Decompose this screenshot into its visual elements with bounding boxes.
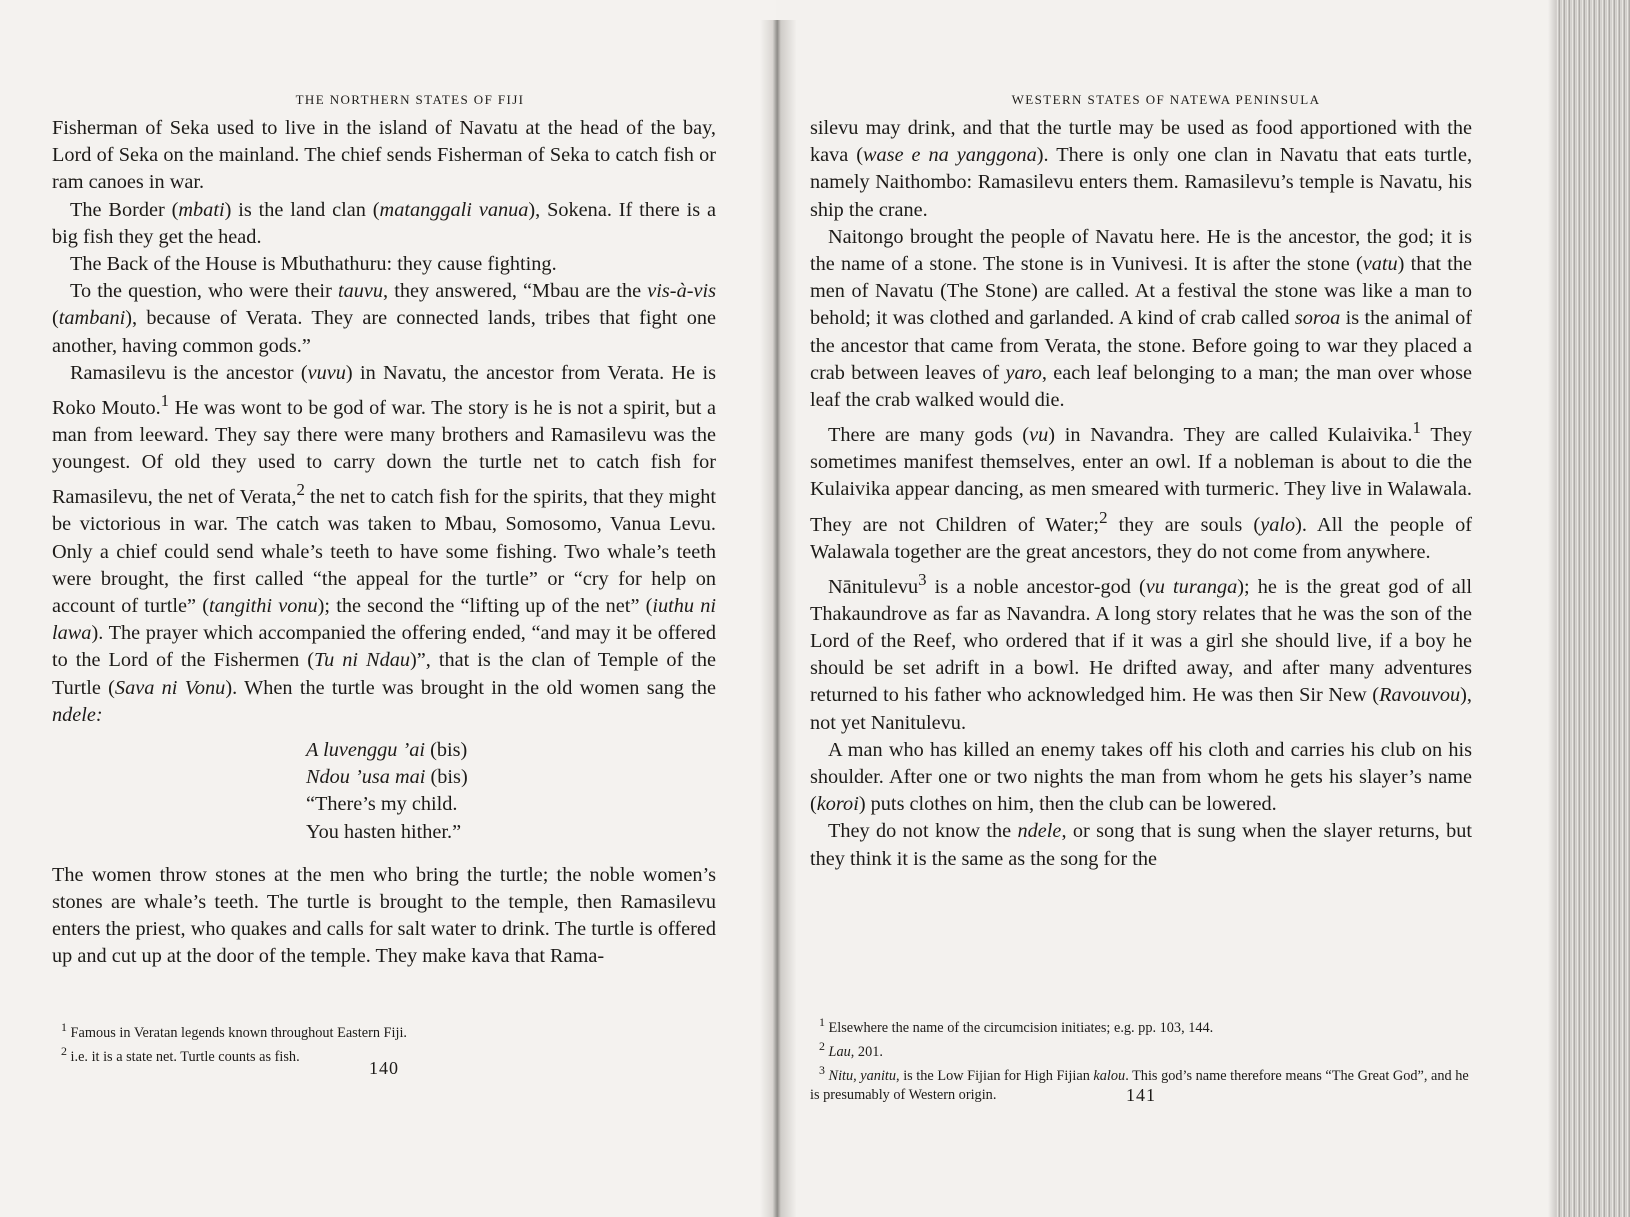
right-page <box>776 0 1556 1217</box>
running-head: THE NORTHERN STATES OF FIJI <box>295 92 525 107</box>
page-number: 141 <box>1126 1085 1156 1105</box>
page-body <box>810 115 1472 873</box>
paragraph: silevu may drink, and that the turtle may be used as food apportioned with the kava (wase e na yanggona). There is only one clan in Navatu that eats turtle, namely Naithombo: Ramasilevu enters them. Ramasilevu’s temple is Navatu, his ship the crane. <box>810 117 1473 221</box>
footnote: $^2$ i.e. it is a state net. Turtle counts as fish. <box>61 1044 300 1065</box>
page-body <box>52 115 716 971</box>
paragraph: To the question, who were their tauvu, they answered, “Mbau are the vis-à-vis (tambani), because of Verata. They are connected lands, tribes that fight one another, having common gods.” <box>52 280 716 357</box>
paragraph: The Back of the House is Mbuthathuru: they cause fighting. <box>70 253 557 276</box>
book-gutter <box>760 20 796 1217</box>
paragraph: Fisherman of Seka used to live in the island of Navatu at the head of the bay, Lord of Seka on the mainland. The chief sends Fisherman of Seka to catch fish or ram canoes in war. <box>52 117 716 194</box>
paragraph: The women throw stones at the men who bring the turtle; the noble women’s stones are whale’s teeth. The turtle is brought to the temple, then Ramasilevu enters the priest, who quakes and calls for salt water to drink. The turtle is offered up and cut up at the door of the temple. They make kava that Rama- <box>52 863 716 968</box>
footnote: $^1$ Elsewhere the name of the circumcision initiates; e.g. pp. 103, 144. <box>819 1015 1214 1036</box>
paragraph: A man who has killed an enemy takes off his cloth and carries his club on his shoulder. After one or two nights the man from whom he gets his slayer’s name (koroi) puts clothes on him, then the club can be lowered. <box>810 738 1472 816</box>
running-head: WESTERN STATES OF NATEWA PENINSULA <box>1011 92 1321 107</box>
left-page <box>0 0 776 1217</box>
paragraph: Ramasilevu is the ancestor (vuvu) in Navatu, the ancestor from Verata. He is Roko Mouto.$^1$ He was wont to be god of war. The story is he is not a spirit, but a man from leeward. They say there were many brothers and Ramasilevu was the youngest. Of old they used to carry down the turtle net to catch fish for Ramasilevu, the net of Verata,$^2$ the net to catch fish for the spirits, that they might be victorious in war. The catch was taken to Mbau, Somosomo, Vanua Levu. Only a chief could send whale’s teeth to have some fishing. Two whale’s teeth were brought, the first called “the appeal for the turtle” or “cry for help on account of turtle” (tangithi vonu); the second the “lifting up of the net” (iuthu ni lawa). The prayer which accompanied the offering ended, “and may it be offered to the Lord of the Fishermen (Tu ni Ndau)”, that is the clan of Temple of the Turtle (Sava ni Vonu). When the turtle was brought in the old women sang the ndele: <box>52 361 716 726</box>
verse-line: Ndou ’usa mai (bis) <box>306 766 468 789</box>
page-number: 140 <box>369 1058 399 1078</box>
footnote: $^3$ Nitu, yanitu, is the Low Fijian for High Fijian kalou. This god’s name therefore means “The Great God”, and he is presumably of Western origin. <box>810 1063 1469 1103</box>
footnote: $^1$ Famous in Veratan legends known throughout Eastern Fiji. <box>61 1020 407 1041</box>
verse-block <box>306 737 716 846</box>
paragraph: They do not know the ndele, or song that is sung when the slayer returns, but they think it is the same as the song for the <box>810 820 1472 870</box>
verse-line: You hasten hither.” <box>306 820 462 843</box>
verse-line: A luvenggu ’ai (bis) <box>306 739 468 761</box>
page-stack-edge <box>1556 0 1630 1217</box>
footnote: $^2$ Lau, 201. <box>819 1039 883 1060</box>
paragraph: There are many gods (vu) in Navandra. They are called Kulaivika.$^1$ They sometimes manifest themselves, enter an owl. If a nobleman is about to die the Kulaivika appear dancing, as men smeared with turmeric. They live in Walawala. They are not Children of Water;$^2$ they are souls (yalo). All the people of Walawala together are the great ancestors, they do not come from anywhere. <box>810 418 1472 563</box>
paragraph: Nānitulevu$^3$ is a noble ancestor-god (vu turanga); he is the great god of all Thakaundrove as far as Navandra. A long story relates that he was the son of the Lord of the Reef, who ordered that if it was a girl she should live, if a boy he should be set adrift in a bowl. He drifted away, and after many adventures returned to his father who acknowledged him. He was then Sir New (Ravouvou), not yet Nanitulevu. <box>810 569 1472 734</box>
paragraph: The Border (mbati) is the land clan (matanggali vanua), Sokena. If there is a big fish they get the head. <box>52 198 717 248</box>
verse-line: “There’s my child. <box>306 793 458 816</box>
paragraph: Naitongo brought the people of Navatu here. He is the ancestor, the god; it is the name of a stone. The stone is in Vunivesi. It is after the stone (vatu) that the men of Navatu (The Stone) are called. At a festival the stone was like a man to behold; it was clothed and garlanded. A kind of crab called soroa is the animal of the ancestor that came from Verata, the stone. Before going to war they placed a crab between leaves of yaro, each leaf belonging to a man; the man over whose leaf the crab walked would die. <box>810 225 1472 412</box>
